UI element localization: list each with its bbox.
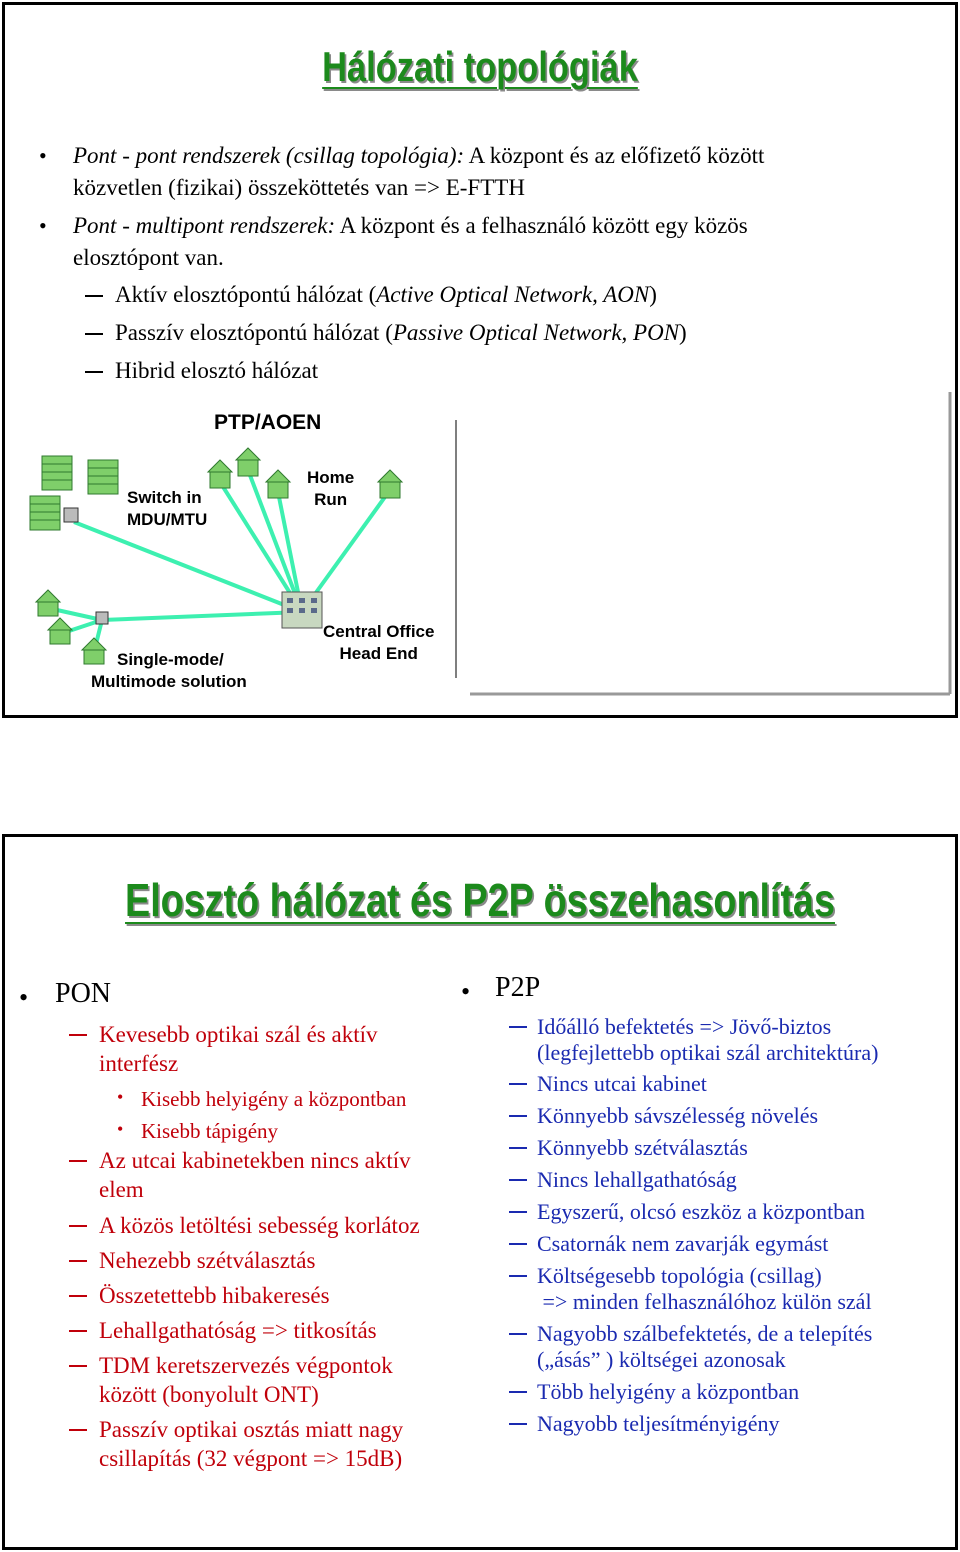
pon-item: Nehezebb szétválasztás [99,1248,316,1273]
ptp-diagram [2,2,958,718]
p2p-item-cont: (legfejlettebb optikai szál architektúra) [537,1040,879,1065]
dash [509,1333,527,1335]
pon-subitem: Kisebb tápigény [141,1119,279,1143]
bullet-ptmp-line2: elosztópont van. [73,245,224,270]
bullet-ptmp-text: A központ és a felhasználó között egy közös [335,213,748,238]
bullet-ptmp-term: Pont - multipont rendszerek: [73,213,336,238]
dash [509,1275,527,1277]
pon-subitem: Kisebb helyigény a központban [141,1087,407,1111]
dash [69,1365,87,1367]
dash [509,1423,527,1425]
label-co-l1: Central Office [323,622,435,641]
label-switch-l1: Switch in [127,488,202,507]
label-sm-l2: Multimode solution [91,672,247,691]
switch-icon [96,612,108,624]
dash [509,1391,527,1393]
p2p-item: Csatornák nem zavarják egymást [537,1231,829,1256]
diagram-title: PTP/AOEN [214,411,322,434]
pon-item-cont: interfész [99,1051,179,1076]
label-switch [127,487,207,531]
pon-item: Az utcai kabinetekben nincs aktív [99,1148,411,1173]
sub-pon-post: ) [679,320,687,345]
pon-item: Kevesebb optikai szál és aktív [99,1022,378,1047]
sub-pon-pre: Passzív elosztópontú hálózat ( [115,320,393,345]
slide-comparison [2,834,958,1550]
dash [509,1083,527,1085]
bullet-ptp-text: A központ és az előfizető között [464,143,765,168]
pon-item: A közös letöltési sebesség korlátoz [99,1213,420,1238]
p2p-item: Nincs utcai kabinet [537,1071,707,1096]
pon-item: Összetettebb hibakeresés [99,1283,330,1308]
dash [69,1295,87,1297]
p2p-item: Könnyebb sávszélesség növelés [537,1103,819,1128]
slide-network-topologies [2,2,958,718]
pon-heading: PON [55,978,112,1009]
p2p-item-cont: („ásás” ) költségei azonosak [537,1347,786,1372]
slide-title: Elosztó hálózat és P2P összehasonlítás [125,874,835,926]
pon-item: TDM keretszervezés végpontok [99,1353,393,1378]
bullet-ptp-line2: közvetlen (fizikai) összeköttetés van => E-FTTH [73,175,525,200]
p2p-item: Nagyobb szálbefektetés, de a telepítés [537,1321,873,1346]
label-sm-l1: Single-mode/ [117,650,224,669]
label-co-l2: Head End [339,644,418,663]
sub-bullet-dot: • [117,1087,124,1107]
p2p-heading: P2P [495,972,541,1003]
p2p-item: Nincs lehallgathatóság [537,1167,737,1192]
p2p-item: Egyszerű, olcsó eszköz a központban [537,1199,866,1224]
dash [69,1429,87,1431]
bullet-dot: • [39,213,47,238]
sub-aon-pre: Aktív elosztópontú hálózat ( [115,282,377,307]
p2p-item: Költségesebb topológia (csillag) [537,1263,822,1288]
dash [69,1034,87,1036]
dash [509,1243,527,1245]
label-central-office [323,621,434,665]
pon-item: Lehallgathatóság => titkosítás [99,1318,377,1343]
sub-bullet-dot: • [117,1119,124,1139]
p2p-item: Nagyobb teljesítményigény [537,1411,780,1436]
dash [509,1179,527,1181]
p2p-item-cont: => minden felhasználóhoz külön szál [537,1289,872,1314]
bullet-dot: • [39,143,47,168]
pon-item-cont: elem [99,1177,144,1202]
label-single-mode [91,649,247,693]
dash [69,1330,87,1332]
p2p-item: Könnyebb szétválasztás [537,1135,748,1160]
dash [69,1225,87,1227]
dash [509,1147,527,1149]
label-switch-l2: MDU/MTU [127,510,208,529]
p2p-item: Időálló befektetés => Jövő-biztos [537,1014,832,1039]
dash [69,1160,87,1162]
sub-aon-term: Active Optical Network, AON [376,282,650,307]
dash [69,1260,87,1262]
sub-pon-term: Passive Optical Network, PON [392,320,680,345]
sub-aon-post: ) [649,282,657,307]
label-home-l1: Home [307,468,355,487]
label-home-run [307,467,354,511]
bullet-dot: • [461,977,471,1006]
pon-item: Passzív optikai osztás miatt nagy [99,1417,404,1442]
dash [509,1115,527,1117]
pon-item-cont: között (bonyolult ONT) [99,1382,319,1407]
dash [509,1026,527,1028]
bullet-ptp-term: Pont - pont rendszerek (csillag topológia): [73,143,465,168]
switch-icon [64,508,78,522]
sub-hybrid: Hibrid elosztó hálózat [115,358,319,383]
house-icon [208,448,402,498]
pon-item-cont: csillapítás (32 végpont => 15dB) [99,1446,403,1471]
slide-title: Hálózati topológiák [322,43,638,90]
bullet-dot: • [19,983,29,1012]
p2p-item: Több helyigény a központban [537,1379,800,1404]
label-home-l2: Run [314,490,348,509]
dash [509,1211,527,1213]
building-icon [282,592,322,628]
